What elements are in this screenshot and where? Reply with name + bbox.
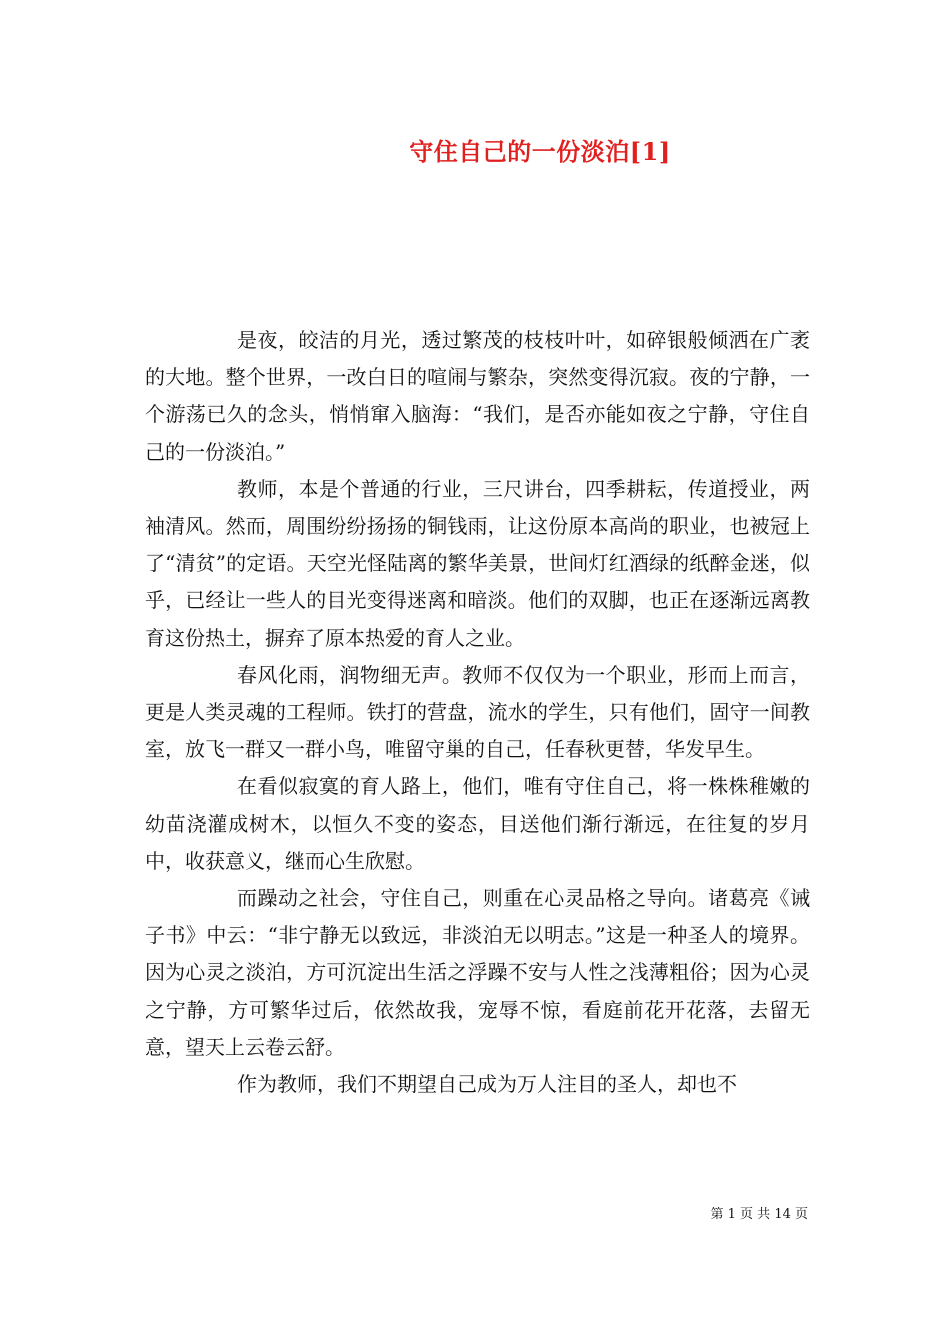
- page-number-footer: 第 1 页 共 14 页: [710, 1207, 808, 1222]
- paragraph: 作为教师，我们不期望自己成为万人注目的圣人，却也不: [237, 1072, 737, 1097]
- document-title: 守住自己的一份淡泊[1]: [409, 137, 671, 166]
- document-body: [145, 322, 810, 1103]
- paragraph: 而躁动之社会，守住自己，则重在心灵品格之导向。诸葛亮《诫子书》中云：“非宁静无以致远，非淡泊无以明志。”这是一种圣人的境界。因为心灵之淡泊，方可沉淀出生活之浮躁不安与人性之浅薄粗俗；因为心灵之宁静，方可繁华过后，依然故我，宠辱不惊，看庭前花开花落，去留无意，望天上云卷云舒。: [145, 886, 810, 1059]
- paragraph: 春风化雨，润物细无声。教师不仅仅为一个职业，形而上而言，更是人类灵魂的工程师。铁打的营盘，流水的学生，只有他们，固守一间教室，放飞一群又一群小鸟，唯留守巢的自己，任春秋更替，华发早生。: [145, 662, 810, 762]
- paragraph: 在看似寂寞的育人路上，他们，唯有守住自己，将一株株稚嫩的幼苗浇灌成树木，以恒久不变的姿态，目送他们渐行渐远，在往复的岁月中，收获意义，继而心生欣慰。: [145, 774, 810, 873]
- paragraph: 是夜，皎洁的月光，透过繁茂的枝枝叶叶，如碎银般倾洒在广袤的大地。整个世界，一改白日的喧闹与繁杂，突然变得沉寂。夜的宁静，一个游荡已久的念头，悄悄窜入脑海：“我们，是否亦能如夜之宁静，守住自己的一份淡泊。”: [145, 328, 810, 464]
- paragraph: 教师，本是个普通的行业，三尺讲台，四季耕耘，传道授业，两袖清风。然而，周围纷纷扬扬的铜钱雨，让这份原本高尚的职业，也被冠上了“清贫”的定语。天空光怪陆离的繁华美景，世间灯红酒绿的纸醉金迷，似乎，已经让一些人的目光变得迷离和暗淡。他们的双脚，也正在逐渐远离教育这份热土，摒弃了原本热爱的育人之业。: [145, 476, 810, 650]
